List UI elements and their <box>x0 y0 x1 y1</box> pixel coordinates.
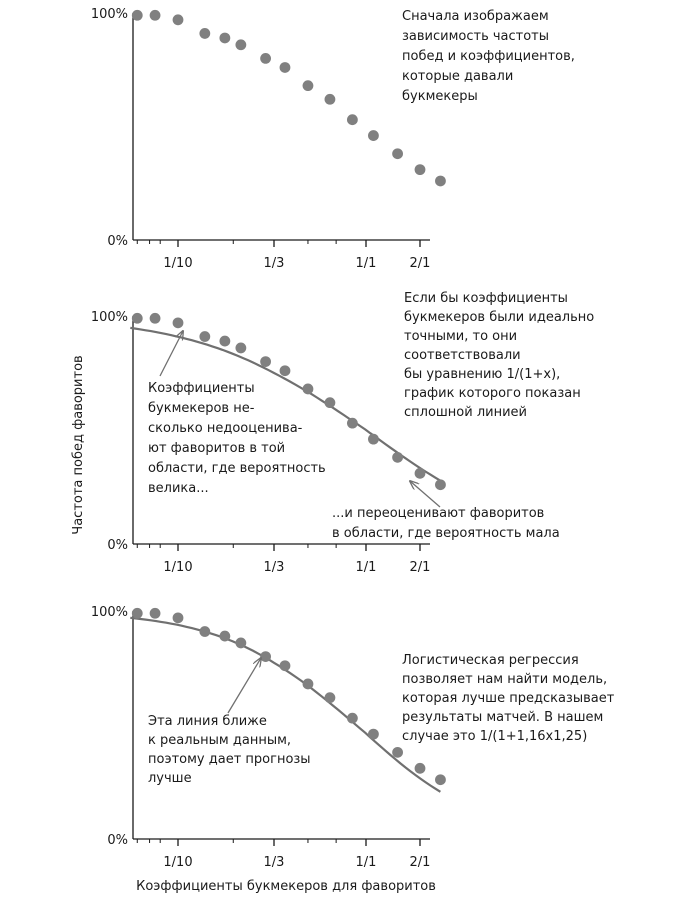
data-point <box>325 692 336 703</box>
annotation-line: соответствовали <box>404 348 521 363</box>
annotation-line: побед и коэффициентов, <box>402 49 575 64</box>
data-point <box>415 164 426 175</box>
data-point <box>368 434 379 445</box>
data-point <box>150 10 161 21</box>
annotation-text <box>402 653 615 744</box>
annotation-line: области, где вероятность <box>148 461 326 476</box>
data-point <box>260 356 271 367</box>
data-point <box>392 148 403 159</box>
annotation-line: Если бы коэффициенты <box>404 291 568 306</box>
y-tick-label: 100% <box>90 310 128 325</box>
data-point <box>132 608 143 619</box>
data-point <box>235 638 246 649</box>
data-point <box>260 651 271 662</box>
annotation-text <box>148 381 326 496</box>
data-point <box>173 14 184 25</box>
x-tick-label: 2/1 <box>409 855 431 870</box>
y-axis-title: Частота побед фаворитов <box>71 355 86 535</box>
data-point <box>132 313 143 324</box>
data-point <box>368 729 379 740</box>
data-point <box>347 418 358 429</box>
data-point <box>280 62 291 73</box>
annotation-line: в области, где вероятность мала <box>332 526 560 541</box>
x-tick-label: 2/1 <box>409 560 431 575</box>
annotation-line: ...и переоценивают фаворитов <box>332 506 545 521</box>
data-point <box>173 317 184 328</box>
data-point <box>199 626 210 637</box>
data-point <box>435 176 446 187</box>
data-point <box>415 468 426 479</box>
y-tick-label: 0% <box>107 538 128 553</box>
data-point <box>150 608 161 619</box>
annotation-line: букмекеры <box>402 89 478 104</box>
data-point <box>235 343 246 354</box>
data-point <box>368 130 379 141</box>
annotation-line: позволяет нам найти модель, <box>402 672 608 687</box>
data-point <box>325 94 336 105</box>
data-point <box>199 28 210 39</box>
y-tick-label: 0% <box>107 234 128 249</box>
data-point <box>392 452 403 463</box>
annotation-line: сплошной линией <box>404 405 527 420</box>
annotation-line: зависимость частоты <box>402 29 550 44</box>
x-tick-label: 1/10 <box>163 855 193 870</box>
annotation-text <box>404 291 594 420</box>
data-point <box>435 479 446 490</box>
annotation-line: Сначала изображаем <box>402 9 549 24</box>
annotation-line: букмекеров были идеально <box>404 310 595 325</box>
annotation-line: поэтому дает прогнозы <box>148 752 311 767</box>
annotation-line: велика... <box>148 481 209 496</box>
annotation-line: которая лучше предсказывает <box>402 691 615 706</box>
arrow-closer-line <box>228 658 261 713</box>
annotation-line: букмекеров не- <box>148 401 255 416</box>
annotation-text <box>402 9 575 104</box>
x-tick-label: 1/1 <box>355 256 377 271</box>
data-point <box>392 747 403 758</box>
data-point <box>347 713 358 724</box>
data-point <box>219 631 230 642</box>
y-tick-label: 100% <box>90 7 128 22</box>
x-tick-label: 2/1 <box>409 256 431 271</box>
x-tick-label: 1/3 <box>263 560 285 575</box>
x-tick-label: 1/1 <box>355 560 377 575</box>
annotation-line: бы уравнению 1/(1+x), <box>404 367 561 382</box>
data-point <box>260 53 271 64</box>
annotation-line: лучше <box>148 771 192 786</box>
y-tick-label: 100% <box>90 605 128 620</box>
x-tick-label: 1/1 <box>355 855 377 870</box>
x-tick-label: 1/3 <box>263 855 285 870</box>
data-point <box>347 114 358 125</box>
data-point <box>325 397 336 408</box>
annotation-line: Эта линия ближе <box>148 714 267 729</box>
y-tick-label: 0% <box>107 833 128 848</box>
data-point <box>235 39 246 50</box>
annotation-line: сколько недооценива- <box>148 421 303 436</box>
data-point <box>435 774 446 785</box>
data-point <box>415 763 426 774</box>
annotation-line: случае это 1/(1+1,16x1,25) <box>402 729 588 744</box>
data-point <box>150 313 161 324</box>
annotation-line: точными, то они <box>404 329 518 344</box>
data-point <box>303 679 314 690</box>
data-point <box>280 365 291 376</box>
annotation-line: которые давали <box>402 69 514 84</box>
annotation-line: график которого показан <box>404 386 581 401</box>
x-tick-label: 1/10 <box>163 560 193 575</box>
data-point <box>219 336 230 347</box>
x-tick-label: 1/10 <box>163 256 193 271</box>
x-tick-label: 1/3 <box>263 256 285 271</box>
annotation-line: Коэффициенты <box>148 381 255 396</box>
annotation-line: результаты матчей. В нашем <box>402 710 604 725</box>
annotation-line: к реальным данным, <box>148 733 292 748</box>
data-point <box>132 10 143 21</box>
x-axis-title: Коэффициенты букмекеров для фаворитов <box>136 879 436 894</box>
data-point <box>219 33 230 44</box>
annotation-line: Логистическая регрессия <box>402 653 579 668</box>
data-point <box>303 80 314 91</box>
data-point <box>199 331 210 342</box>
arrow-underestimate <box>160 331 183 376</box>
annotation-text <box>332 506 560 541</box>
data-point <box>173 612 184 623</box>
data-point <box>303 384 314 395</box>
data-point <box>280 660 291 671</box>
annotation-line: ют фаворитов в той <box>148 441 286 456</box>
annotation-text <box>148 714 311 786</box>
